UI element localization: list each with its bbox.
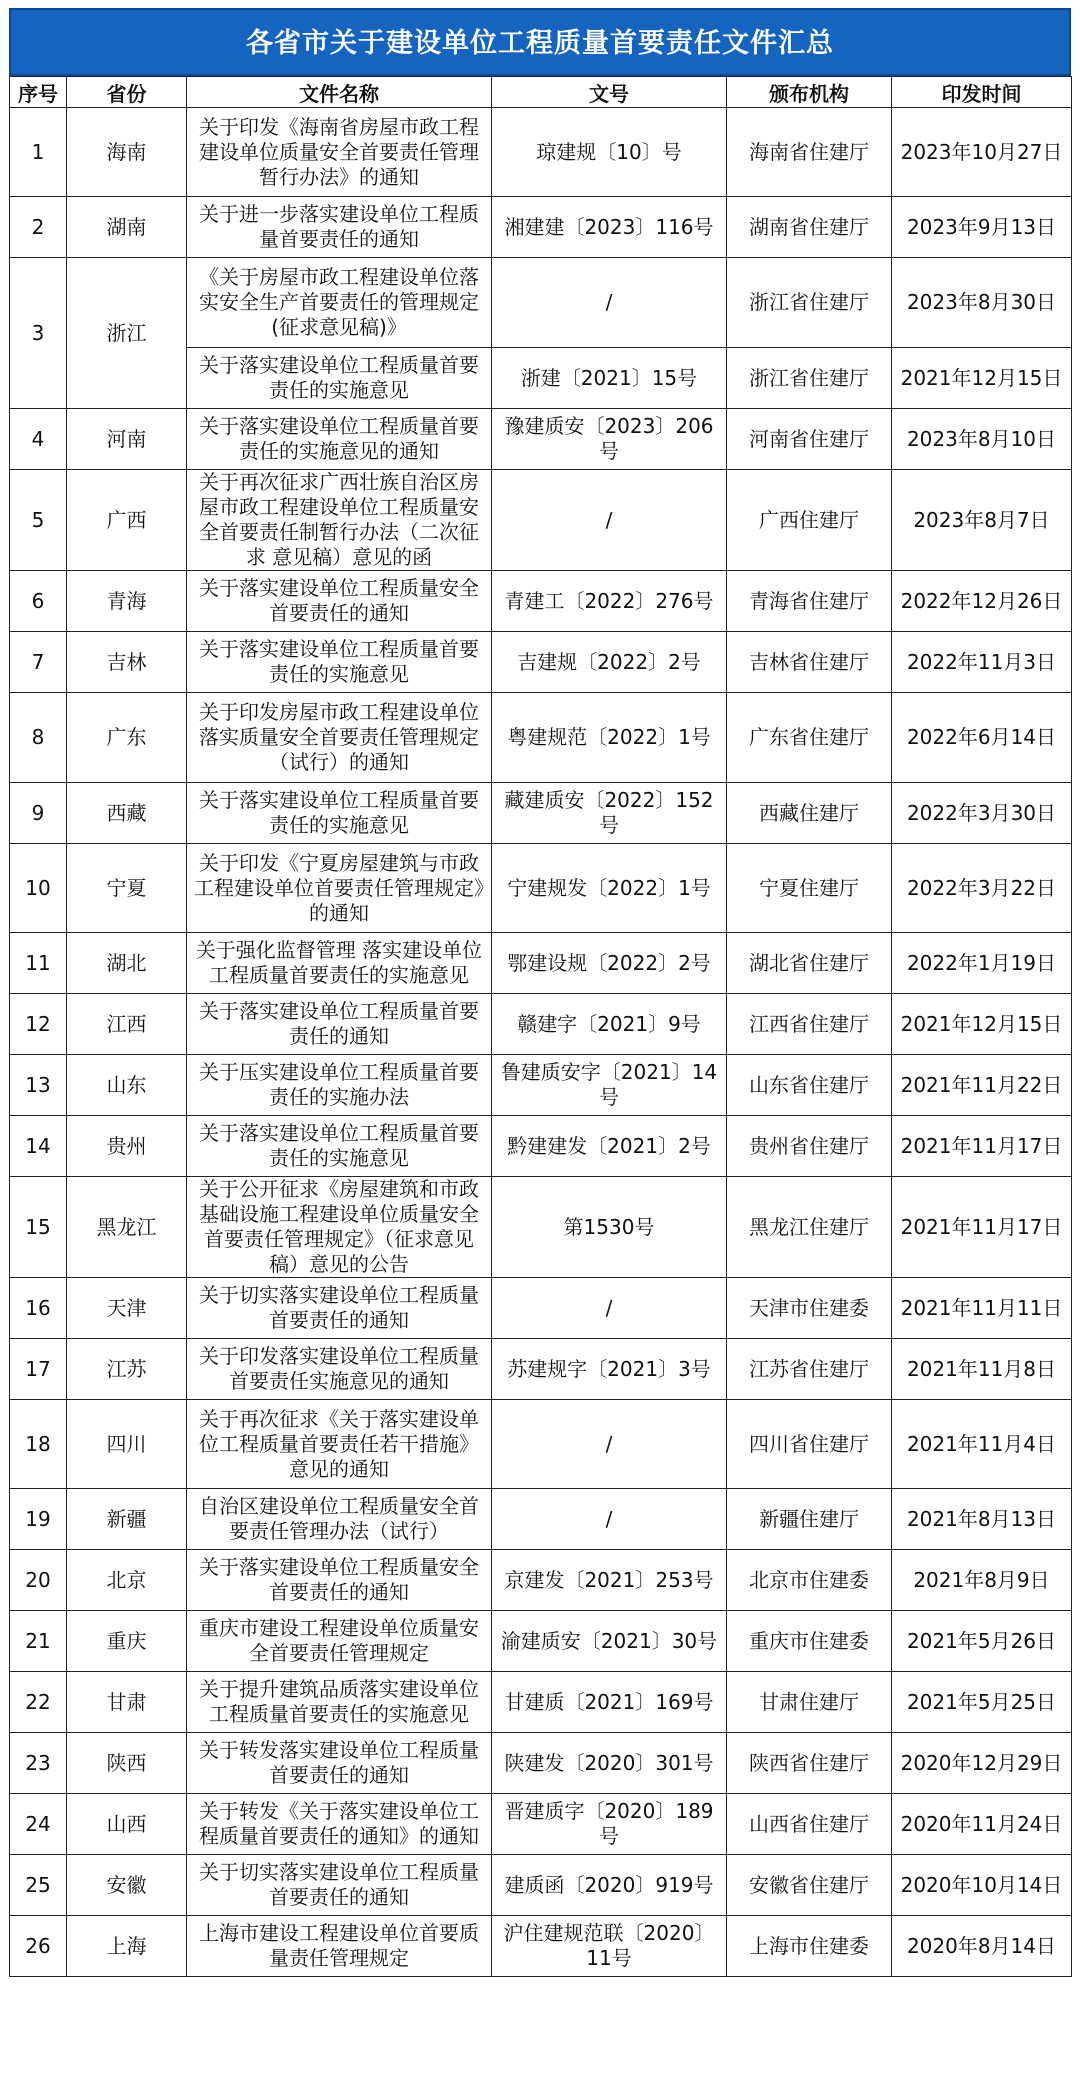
cell-document-name: 关于公开征求《房屋建筑和市政基础设施工程建设单位质量安全首要责任管理规定》（征求意见稿）意见的公告: [187, 1177, 492, 1278]
table-row: [10, 1055, 1072, 1116]
cell-document-number: 宁建规发〔2022〕1号: [492, 844, 727, 933]
cell-province: 西藏: [67, 783, 187, 844]
cell-document-number: 苏建规字〔2021〕3号: [492, 1339, 727, 1400]
cell-serial: 1: [10, 108, 67, 197]
cell-document-number: 建质函〔2020〕919号: [492, 1855, 727, 1916]
cell-document-number: 浙建〔2021〕15号: [492, 348, 727, 409]
cell-document-name: 关于印发房屋市政工程建设单位落实质量安全首要责任管理规定（试行）的通知: [187, 693, 492, 783]
cell-document-number: 渝建质安〔2021〕30号: [492, 1611, 727, 1672]
cell-serial: 17: [10, 1339, 67, 1400]
cell-serial: 16: [10, 1278, 67, 1339]
cell-issuing-agency: 湖南省住建厅: [727, 197, 892, 258]
table-row: [10, 1278, 1072, 1339]
cell-document-name: 关于落实建设单位工程质量安全首要责任的通知: [187, 1550, 492, 1611]
cell-issue-date: 2020年11月24日: [892, 1794, 1072, 1855]
cell-issuing-agency: 山西省住建厅: [727, 1794, 892, 1855]
table-row: [10, 197, 1072, 258]
cell-province: 黑龙江: [67, 1177, 187, 1278]
cell-document-name: 关于再次征求广西壮族自治区房屋市政工程建设单位工程质量安全首要责任制暂行办法（二次征求 意见稿）意见的函: [187, 470, 492, 571]
cell-document-name: 重庆市建设工程建设单位质量安全首要责任管理规定: [187, 1611, 492, 1672]
cell-document-name: 关于进一步落实建设单位工程质量首要责任的通知: [187, 197, 492, 258]
header-serial: 序号: [10, 77, 67, 108]
cell-serial: 13: [10, 1055, 67, 1116]
cell-province: 甘肃: [67, 1672, 187, 1733]
cell-serial: 20: [10, 1550, 67, 1611]
cell-issue-date: 2022年11月3日: [892, 632, 1072, 693]
cell-document-name: 关于印发《海南省房屋市政工程建设单位质量安全首要责任管理暂行办法》的通知: [187, 108, 492, 197]
cell-issuing-agency: 江西省住建厅: [727, 994, 892, 1055]
cell-document-name: 关于落实建设单位工程质量首要责任的实施意见的通知: [187, 409, 492, 470]
cell-document-name: 关于切实落实建设单位工程质量首要责任的通知: [187, 1278, 492, 1339]
cell-province: 江西: [67, 994, 187, 1055]
cell-issuing-agency: 贵州省住建厅: [727, 1116, 892, 1177]
cell-document-number: /: [492, 258, 727, 348]
cell-serial: 14: [10, 1116, 67, 1177]
cell-province: 河南: [67, 409, 187, 470]
cell-province: 重庆: [67, 1611, 187, 1672]
cell-province: 海南: [67, 108, 187, 197]
cell-province: 贵州: [67, 1116, 187, 1177]
cell-issuing-agency: 江苏省住建厅: [727, 1339, 892, 1400]
cell-issue-date: 2022年12月26日: [892, 571, 1072, 632]
header-province: 省份: [67, 77, 187, 108]
cell-issue-date: 2020年10月14日: [892, 1855, 1072, 1916]
header-issue-date: 印发时间: [892, 77, 1072, 108]
cell-province: 山东: [67, 1055, 187, 1116]
page-title: 各省市关于建设单位工程质量首要责任文件汇总: [9, 8, 1071, 76]
cell-province: 浙江: [67, 258, 187, 409]
cell-issuing-agency: 青海省住建厅: [727, 571, 892, 632]
cell-issuing-agency: 重庆市住建委: [727, 1611, 892, 1672]
cell-province: 江苏: [67, 1339, 187, 1400]
table-row: [10, 108, 1072, 197]
cell-serial: 8: [10, 693, 67, 783]
cell-document-number: 青建工〔2022〕276号: [492, 571, 727, 632]
cell-document-number: 吉建规〔2022〕2号: [492, 632, 727, 693]
cell-issue-date: 2021年11月17日: [892, 1177, 1072, 1278]
cell-issue-date: 2021年12月15日: [892, 994, 1072, 1055]
cell-issue-date: 2021年8月9日: [892, 1550, 1072, 1611]
cell-issue-date: 2022年6月14日: [892, 693, 1072, 783]
cell-province: 新疆: [67, 1489, 187, 1550]
table-row: [10, 1916, 1072, 1977]
cell-issue-date: 2022年3月22日: [892, 844, 1072, 933]
cell-issue-date: 2020年12月29日: [892, 1733, 1072, 1794]
cell-document-number: 豫建质安〔2023〕206号: [492, 409, 727, 470]
table-row: [10, 1672, 1072, 1733]
cell-province: 青海: [67, 571, 187, 632]
cell-issuing-agency: 上海市住建委: [727, 1916, 892, 1977]
cell-document-number: 粤建规范〔2022〕1号: [492, 693, 727, 783]
cell-province: 广西: [67, 470, 187, 571]
cell-document-name: 关于再次征求《关于落实建设单位工程质量首要责任若干措施》意见的通知: [187, 1400, 492, 1489]
table-row: [10, 470, 1072, 571]
cell-issuing-agency: 新疆住建厅: [727, 1489, 892, 1550]
cell-issue-date: 2023年9月13日: [892, 197, 1072, 258]
cell-province: 山西: [67, 1794, 187, 1855]
cell-province: 天津: [67, 1278, 187, 1339]
cell-serial: 11: [10, 933, 67, 994]
cell-document-name: 关于转发《关于落实建设单位工程质量首要责任的通知》的通知: [187, 1794, 492, 1855]
table-row: [10, 933, 1072, 994]
cell-issue-date: 2022年1月19日: [892, 933, 1072, 994]
cell-province: 湖南: [67, 197, 187, 258]
table-row: [10, 1489, 1072, 1550]
cell-issue-date: 2021年5月25日: [892, 1672, 1072, 1733]
cell-document-number: 鲁建质安字〔2021〕14号: [492, 1055, 727, 1116]
header-document-number: 文号: [492, 77, 727, 108]
cell-issue-date: 2021年11月11日: [892, 1278, 1072, 1339]
cell-province: 陕西: [67, 1733, 187, 1794]
table-row: [10, 783, 1072, 844]
cell-serial: 12: [10, 994, 67, 1055]
cell-serial: 5: [10, 470, 67, 571]
cell-serial: 25: [10, 1855, 67, 1916]
table-row: [10, 1116, 1072, 1177]
cell-issuing-agency: 浙江省住建厅: [727, 258, 892, 348]
cell-document-name: 关于印发落实建设单位工程质量首要责任实施意见的通知: [187, 1339, 492, 1400]
cell-document-name: 上海市建设工程建设单位首要质量责任管理规定: [187, 1916, 492, 1977]
table-row: [10, 1339, 1072, 1400]
cell-document-name: 关于落实建设单位工程质量首要责任的通知: [187, 994, 492, 1055]
cell-document-name: 关于压实建设单位工程质量首要责任的实施办法: [187, 1055, 492, 1116]
cell-issuing-agency: 黑龙江住建厅: [727, 1177, 892, 1278]
cell-serial: 22: [10, 1672, 67, 1733]
cell-document-name: 关于转发落实建设单位工程质量首要责任的通知: [187, 1733, 492, 1794]
cell-issuing-agency: 湖北省住建厅: [727, 933, 892, 994]
cell-document-number: /: [492, 470, 727, 571]
table-row: [10, 632, 1072, 693]
header-issuing-agency: 颁布机构: [727, 77, 892, 108]
cell-issue-date: 2021年12月15日: [892, 348, 1072, 409]
cell-serial: 18: [10, 1400, 67, 1489]
cell-province: 吉林: [67, 632, 187, 693]
cell-serial: 19: [10, 1489, 67, 1550]
cell-issuing-agency: 宁夏住建厅: [727, 844, 892, 933]
cell-issuing-agency: 广东省住建厅: [727, 693, 892, 783]
cell-issue-date: 2023年10月27日: [892, 108, 1072, 197]
cell-issue-date: 2021年11月17日: [892, 1116, 1072, 1177]
table-row: [10, 1550, 1072, 1611]
cell-serial: 3: [10, 258, 67, 409]
cell-issue-date: 2021年11月8日: [892, 1339, 1072, 1400]
cell-serial: 2: [10, 197, 67, 258]
cell-issuing-agency: 北京市住建委: [727, 1550, 892, 1611]
cell-document-number: /: [492, 1400, 727, 1489]
cell-serial: 23: [10, 1733, 67, 1794]
cell-province: 广东: [67, 693, 187, 783]
cell-issue-date: 2023年8月30日: [892, 258, 1072, 348]
cell-issuing-agency: 浙江省住建厅: [727, 348, 892, 409]
cell-issuing-agency: 海南省住建厅: [727, 108, 892, 197]
table-row: [10, 258, 1072, 348]
table-row: [10, 1855, 1072, 1916]
cell-document-number: 湘建建〔2023〕116号: [492, 197, 727, 258]
table-row: [10, 1177, 1072, 1278]
table-row: [10, 1611, 1072, 1672]
cell-issue-date: 2020年8月14日: [892, 1916, 1072, 1977]
cell-document-number: 琼建规〔10〕号: [492, 108, 727, 197]
summary-table: [9, 76, 1072, 1977]
cell-document-number: 京建发〔2021〕253号: [492, 1550, 727, 1611]
cell-issue-date: 2021年11月22日: [892, 1055, 1072, 1116]
cell-document-number: 晋建质字〔2020〕189号: [492, 1794, 727, 1855]
cell-document-number: /: [492, 1278, 727, 1339]
cell-issuing-agency: 天津市住建委: [727, 1278, 892, 1339]
cell-province: 安徽: [67, 1855, 187, 1916]
cell-document-name: 自治区建设单位工程质量安全首要责任管理办法（试行）: [187, 1489, 492, 1550]
cell-serial: 24: [10, 1794, 67, 1855]
cell-serial: 21: [10, 1611, 67, 1672]
cell-document-name: 关于落实建设单位工程质量首要责任的实施意见: [187, 1116, 492, 1177]
cell-document-name: 关于落实建设单位工程质量安全首要责任的通知: [187, 571, 492, 632]
cell-issue-date: 2022年3月30日: [892, 783, 1072, 844]
cell-serial: 7: [10, 632, 67, 693]
table-row: [10, 994, 1072, 1055]
cell-document-name: 关于切实落实建设单位工程质量首要责任的通知: [187, 1855, 492, 1916]
cell-province: 北京: [67, 1550, 187, 1611]
cell-serial: 26: [10, 1916, 67, 1977]
table-row: [10, 1400, 1072, 1489]
cell-issue-date: 2023年8月10日: [892, 409, 1072, 470]
header-document-name: 文件名称: [187, 77, 492, 108]
cell-issue-date: 2021年5月26日: [892, 1611, 1072, 1672]
cell-document-name: 《关于房屋市政工程建设单位落实安全生产首要责任的管理规定(征求意见稿)》: [187, 258, 492, 348]
cell-serial: 4: [10, 409, 67, 470]
cell-serial: 9: [10, 783, 67, 844]
cell-issuing-agency: 河南省住建厅: [727, 409, 892, 470]
cell-document-number: 沪住建规范联〔2020〕11号: [492, 1916, 727, 1977]
table-header-row: [10, 77, 1072, 108]
table-row: [10, 693, 1072, 783]
table-row: [10, 844, 1072, 933]
cell-serial: 6: [10, 571, 67, 632]
cell-province: 四川: [67, 1400, 187, 1489]
table-row: [10, 571, 1072, 632]
cell-serial: 10: [10, 844, 67, 933]
cell-document-name: 关于印发《宁夏房屋建筑与市政工程建设单位首要责任管理规定》的通知: [187, 844, 492, 933]
cell-issuing-agency: 四川省住建厅: [727, 1400, 892, 1489]
cell-document-number: 第1530号: [492, 1177, 727, 1278]
cell-document-number: 黔建建发〔2021〕2号: [492, 1116, 727, 1177]
cell-document-number: 赣建字〔2021〕9号: [492, 994, 727, 1055]
cell-serial: 15: [10, 1177, 67, 1278]
table-row: [10, 1794, 1072, 1855]
cell-province: 上海: [67, 1916, 187, 1977]
cell-document-name: 关于落实建设单位工程质量首要责任的实施意见: [187, 783, 492, 844]
document-frame: [9, 8, 1071, 1977]
cell-issue-date: 2021年8月13日: [892, 1489, 1072, 1550]
cell-issue-date: 2021年11月4日: [892, 1400, 1072, 1489]
cell-issuing-agency: 西藏住建厅: [727, 783, 892, 844]
cell-document-name: 关于强化监督管理 落实建设单位工程质量首要责任的实施意见: [187, 933, 492, 994]
cell-document-name: 关于提升建筑品质落实建设单位工程质量首要责任的实施意见: [187, 1672, 492, 1733]
cell-document-number: /: [492, 1489, 727, 1550]
cell-issuing-agency: 山东省住建厅: [727, 1055, 892, 1116]
cell-issuing-agency: 甘肃住建厅: [727, 1672, 892, 1733]
cell-issuing-agency: 陕西省住建厅: [727, 1733, 892, 1794]
cell-document-number: 陕建发〔2020〕301号: [492, 1733, 727, 1794]
cell-province: 湖北: [67, 933, 187, 994]
cell-issuing-agency: 安徽省住建厅: [727, 1855, 892, 1916]
cell-issuing-agency: 广西住建厅: [727, 470, 892, 571]
cell-document-number: 甘建质〔2021〕169号: [492, 1672, 727, 1733]
cell-document-name: 关于落实建设单位工程质量首要责任的实施意见: [187, 632, 492, 693]
cell-issue-date: 2023年8月7日: [892, 470, 1072, 571]
cell-issuing-agency: 吉林省住建厅: [727, 632, 892, 693]
cell-province: 宁夏: [67, 844, 187, 933]
table-row: [10, 1733, 1072, 1794]
cell-document-name: 关于落实建设单位工程质量首要责任的实施意见: [187, 348, 492, 409]
cell-document-number: 鄂建设规〔2022〕2号: [492, 933, 727, 994]
cell-document-number: 藏建质安〔2022〕152号: [492, 783, 727, 844]
table-row: [10, 409, 1072, 470]
